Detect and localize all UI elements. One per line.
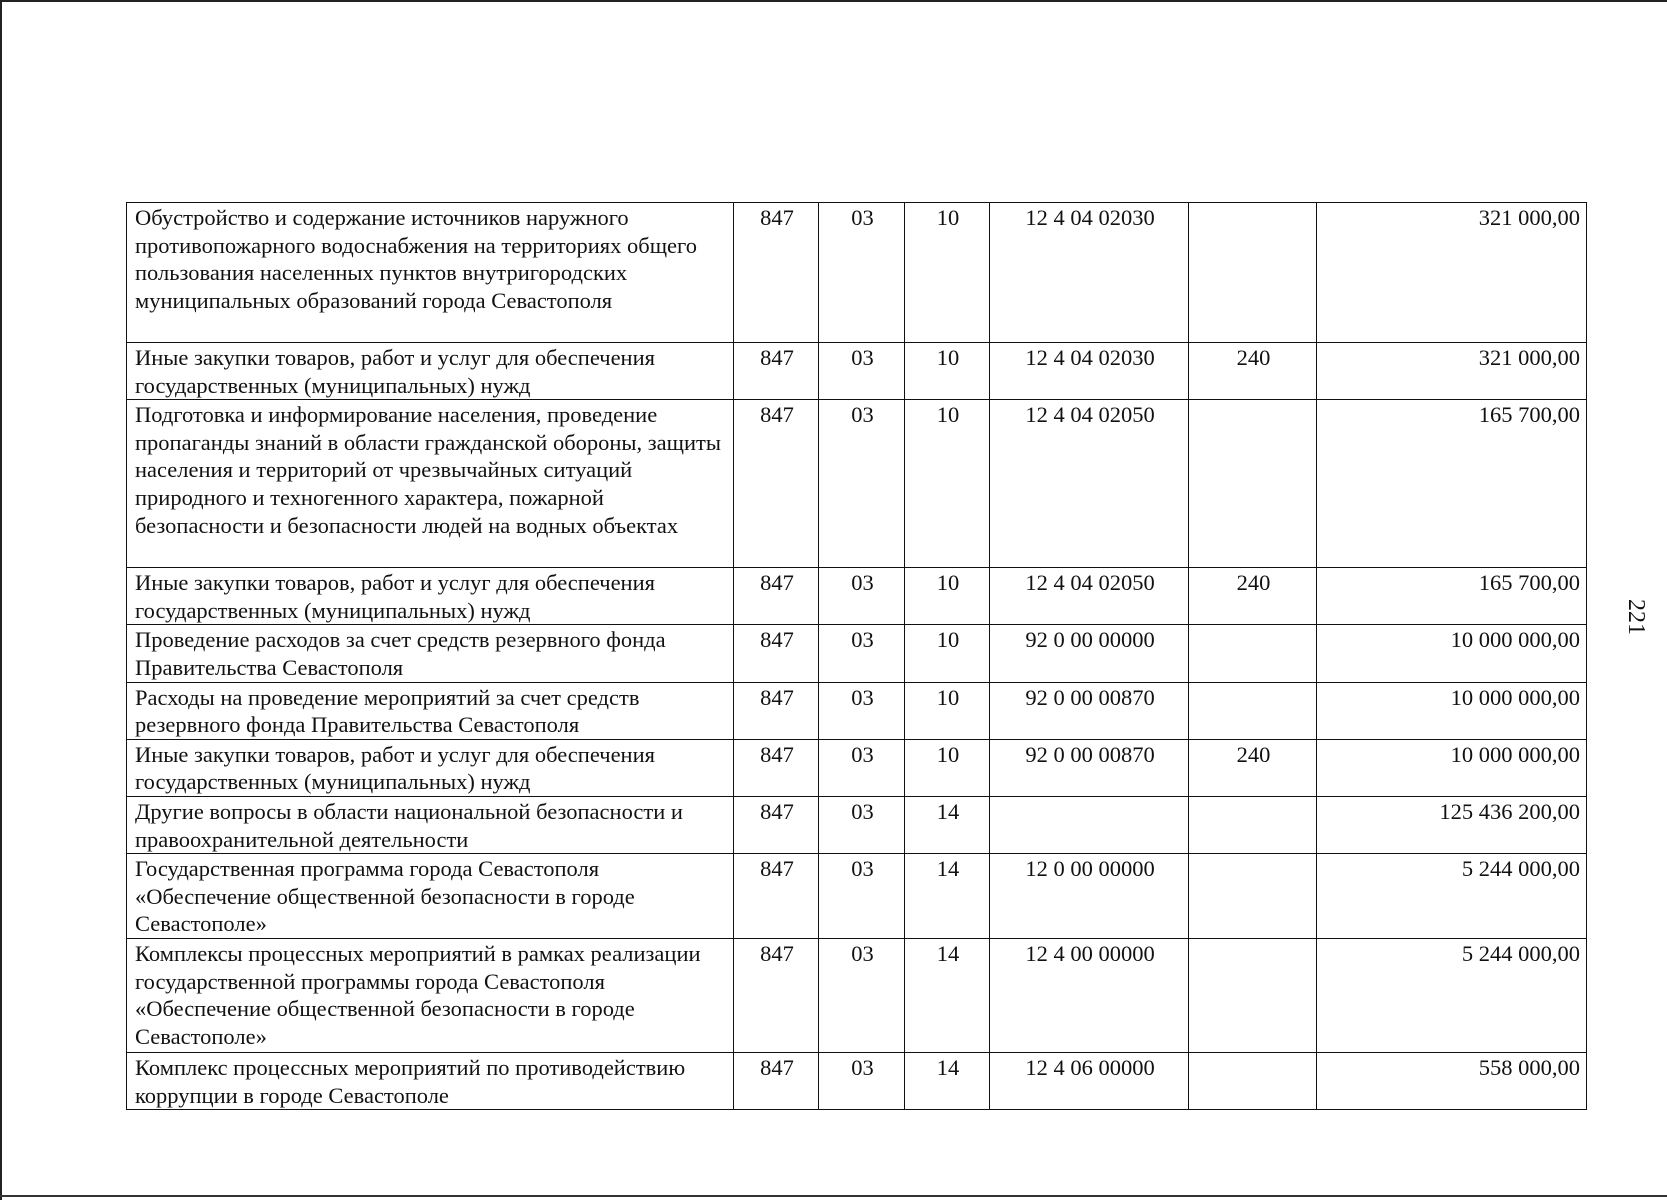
subsection-code-cell: 10	[905, 568, 990, 625]
amount-cell: 165 700,00	[1317, 568, 1587, 625]
budget-table-body	[127, 203, 1587, 1110]
table-row	[127, 625, 1587, 682]
expense-type-cell	[1189, 682, 1317, 739]
subsection-code-cell: 10	[905, 203, 990, 343]
ministry-code-cell: 847	[734, 854, 819, 939]
expense-name-cell: Обустройство и содержание источников наружного противопожарного водоснабжения на территориях общего пользования населенных пунктов внутригородских муниципальных образований города Севастополя	[127, 203, 734, 343]
target-article-cell: 92 0 00 00000	[990, 625, 1189, 682]
target-article-cell: 12 4 04 02050	[990, 400, 1189, 568]
expense-type-cell	[1189, 1052, 1317, 1109]
expense-name-cell: Комплексы процессных мероприятий в рамках реализации государственной программы города Севастополя «Обеспечение общественной безопасности в городе Севастополе»	[127, 938, 734, 1052]
expense-name-cell: Иные закупки товаров, работ и услуг для обеспечения государственных (муниципальных) нужд	[127, 343, 734, 400]
ministry-code-cell: 847	[734, 938, 819, 1052]
subsection-code-cell: 14	[905, 1052, 990, 1109]
amount-cell: 165 700,00	[1317, 400, 1587, 568]
ministry-code-cell: 847	[734, 1052, 819, 1109]
expense-name-cell: Иные закупки товаров, работ и услуг для обеспечения государственных (муниципальных) нужд	[127, 568, 734, 625]
page-number: 221	[1623, 599, 1649, 635]
page-edge-top	[0, 0, 1667, 2]
expense-type-cell: 240	[1189, 343, 1317, 400]
subsection-code-cell: 10	[905, 682, 990, 739]
target-article-cell: 12 4 06 00000	[990, 1052, 1189, 1109]
expense-type-cell	[1189, 938, 1317, 1052]
table-row	[127, 203, 1587, 343]
section-code-cell: 03	[819, 568, 905, 625]
expense-name-cell: Расходы на проведение мероприятий за счет средств резервного фонда Правительства Севастополя	[127, 682, 734, 739]
target-article-cell: 12 4 04 02050	[990, 568, 1189, 625]
table-row	[127, 796, 1587, 853]
expense-name-cell: Комплекс процессных мероприятий по противодействию коррупции в городе Севастополе	[127, 1052, 734, 1109]
expense-name-cell: Государственная программа города Севастополя «Обеспечение общественной безопасности в городе Севастополе»	[127, 854, 734, 939]
amount-cell: 10 000 000,00	[1317, 739, 1587, 796]
ministry-code-cell: 847	[734, 343, 819, 400]
expense-type-cell	[1189, 625, 1317, 682]
ministry-code-cell: 847	[734, 625, 819, 682]
table-row	[127, 854, 1587, 939]
amount-cell: 10 000 000,00	[1317, 682, 1587, 739]
table-row	[127, 568, 1587, 625]
amount-cell: 125 436 200,00	[1317, 796, 1587, 853]
amount-cell: 5 244 000,00	[1317, 854, 1587, 939]
section-code-cell: 03	[819, 343, 905, 400]
expense-name-cell: Подготовка и информирование населения, проведение пропаганды знаний в области гражданской обороны, защиты населения и территорий от чрезвычайных ситуаций природного и техногенного характера, пожарной безопасности и безопасности людей на водных объектах	[127, 400, 734, 568]
subsection-code-cell: 10	[905, 625, 990, 682]
section-code-cell: 03	[819, 796, 905, 853]
subsection-code-cell: 14	[905, 938, 990, 1052]
section-code-cell: 03	[819, 203, 905, 343]
subsection-code-cell: 10	[905, 400, 990, 568]
target-article-cell: 12 4 04 02030	[990, 343, 1189, 400]
page-edge-left	[0, 0, 2, 1200]
expense-name-cell: Другие вопросы в области национальной безопасности и правоохранительной деятельности	[127, 796, 734, 853]
expense-type-cell	[1189, 796, 1317, 853]
amount-cell: 321 000,00	[1317, 343, 1587, 400]
subsection-code-cell: 14	[905, 854, 990, 939]
expense-type-cell	[1189, 400, 1317, 568]
table-row	[127, 1052, 1587, 1109]
target-article-cell	[990, 796, 1189, 853]
ministry-code-cell: 847	[734, 400, 819, 568]
table-row	[127, 938, 1587, 1052]
ministry-code-cell: 847	[734, 203, 819, 343]
table-row	[127, 400, 1587, 568]
expense-type-cell	[1189, 203, 1317, 343]
table-row	[127, 682, 1587, 739]
target-article-cell: 92 0 00 00870	[990, 682, 1189, 739]
amount-cell: 321 000,00	[1317, 203, 1587, 343]
target-article-cell: 92 0 00 00870	[990, 739, 1189, 796]
subsection-code-cell: 14	[905, 796, 990, 853]
target-article-cell: 12 0 00 00000	[990, 854, 1189, 939]
subsection-code-cell: 10	[905, 739, 990, 796]
table-row	[127, 343, 1587, 400]
ministry-code-cell: 847	[734, 682, 819, 739]
page-edge-bottom	[0, 1195, 1667, 1197]
amount-cell: 5 244 000,00	[1317, 938, 1587, 1052]
ministry-code-cell: 847	[734, 739, 819, 796]
subsection-code-cell: 10	[905, 343, 990, 400]
expense-type-cell: 240	[1189, 739, 1317, 796]
amount-cell: 558 000,00	[1317, 1052, 1587, 1109]
section-code-cell: 03	[819, 1052, 905, 1109]
section-code-cell: 03	[819, 938, 905, 1052]
expense-type-cell	[1189, 854, 1317, 939]
table-row	[127, 739, 1587, 796]
section-code-cell: 03	[819, 854, 905, 939]
expense-name-cell: Проведение расходов за счет средств резервного фонда Правительства Севастополя	[127, 625, 734, 682]
section-code-cell: 03	[819, 625, 905, 682]
expense-type-cell: 240	[1189, 568, 1317, 625]
section-code-cell: 03	[819, 739, 905, 796]
amount-cell: 10 000 000,00	[1317, 625, 1587, 682]
ministry-code-cell: 847	[734, 796, 819, 853]
expense-name-cell: Иные закупки товаров, работ и услуг для обеспечения государственных (муниципальных) нужд	[127, 739, 734, 796]
target-article-cell: 12 4 04 02030	[990, 203, 1189, 343]
target-article-cell: 12 4 00 00000	[990, 938, 1189, 1052]
ministry-code-cell: 847	[734, 568, 819, 625]
section-code-cell: 03	[819, 400, 905, 568]
section-code-cell: 03	[819, 682, 905, 739]
budget-table	[126, 202, 1587, 1110]
